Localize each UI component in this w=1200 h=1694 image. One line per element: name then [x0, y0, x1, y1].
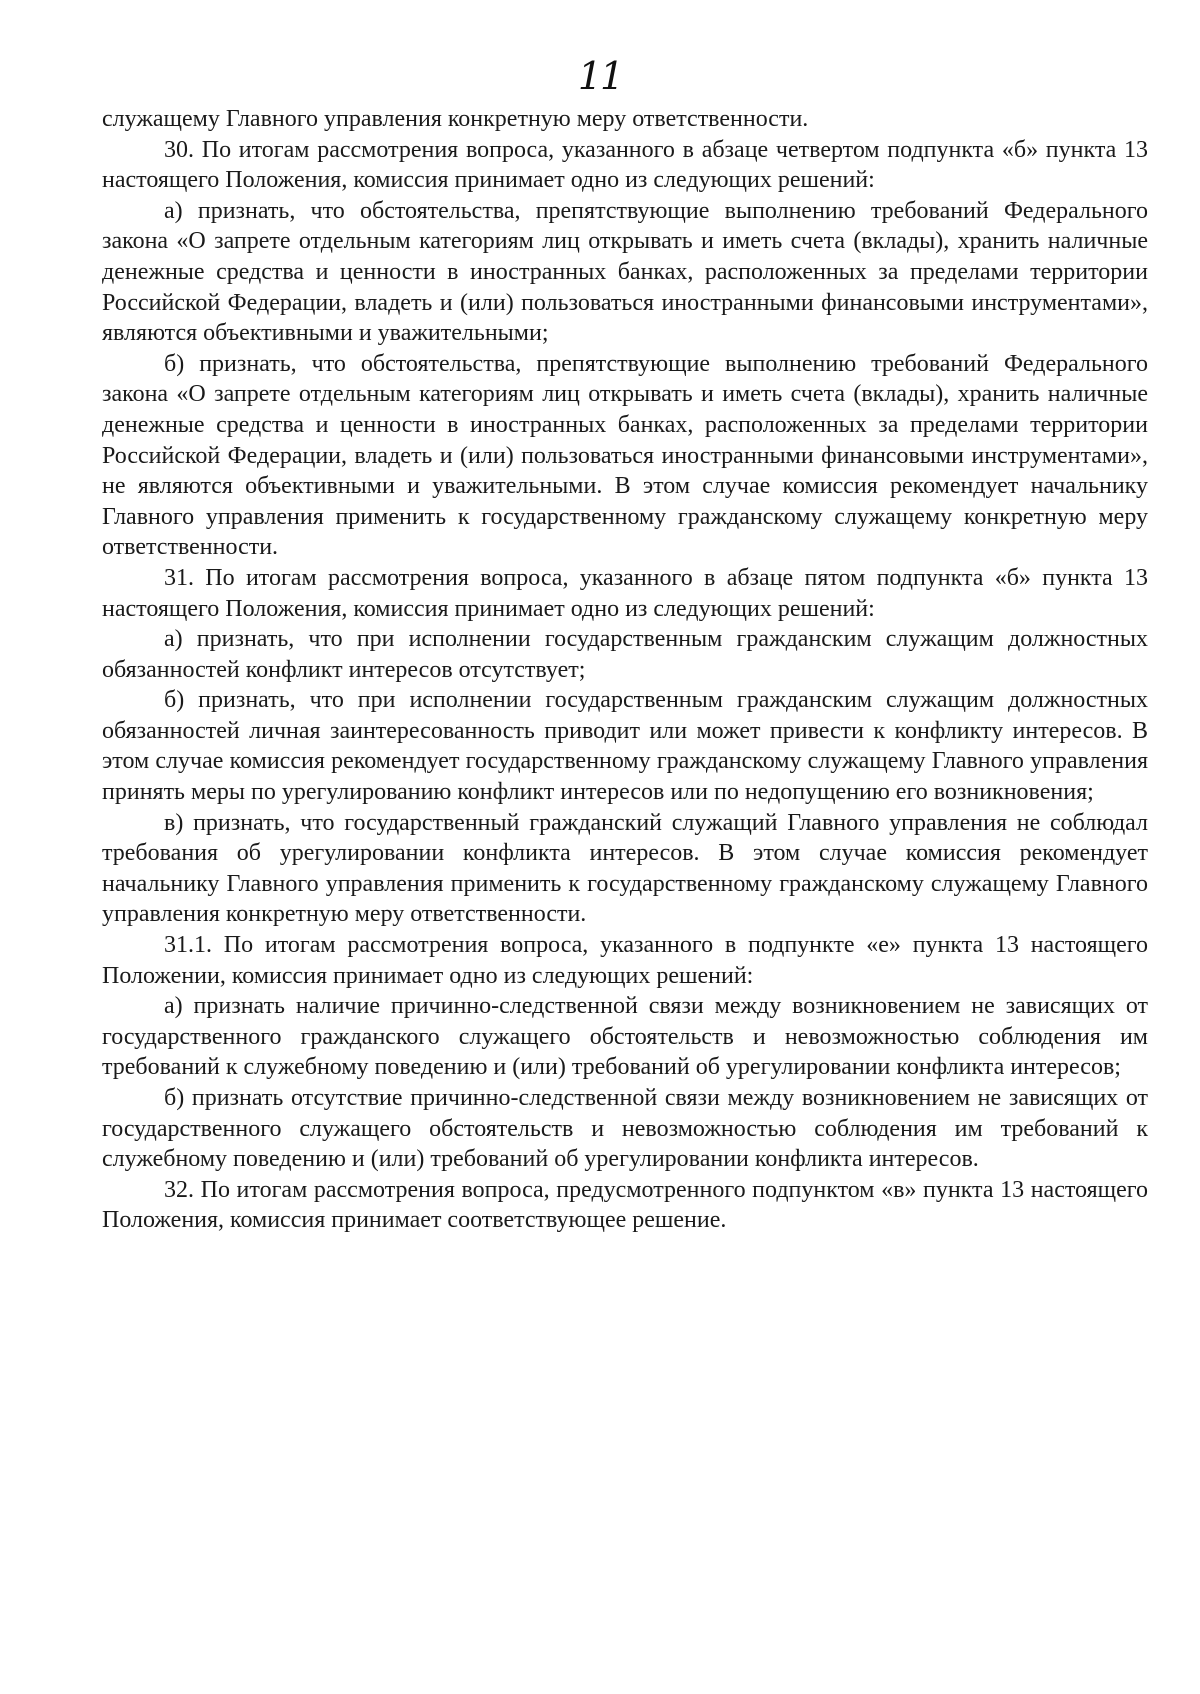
paragraph-31-v: в) признать, что государственный гражданский служащий Главного управления не соблюдал требования об урегулировании конфликта интересов. В этом случае комиссия рекомендует начальнику Главного управления применить к государственному гражданскому служащему Главного управления конкретную меру ответственности.: [102, 809, 1148, 928]
paragraph-30-a: а) признать, что обстоятельства, препятствующие выполнению требований Федерального закона «О запрете отдельным категориям лиц открывать и иметь счета (вклады), хранить наличные денежные средства и ценности в иностранных банках, расположенных за пределами территории Российской Федерации, владеть и (или) пользоваться иностранными финансовыми инструментами», являются объективными и уважительными;: [102, 197, 1148, 347]
document-body: [102, 104, 1148, 1236]
paragraph-item-32: 32. По итогам рассмотрения вопроса, предусмотренного подпунктом «в» пункта 13 настоящего Положения, комиссия принимает соответствующее решение.: [102, 1176, 1148, 1234]
paragraph-31-1-b: б) признать отсутствие причинно-следственной связи между возникновением не зависящих от государственного служащего обстоятельств и невозможностью соблюдения им требований к служебному поведению и (или) требований об урегулировании конфликта интересов.: [102, 1085, 1148, 1173]
paragraph-item-31: 31. По итогам рассмотрения вопроса, указанного в абзаце пятом подпункта «б» пункта 13 настоящего Положения, комиссия принимает одно из следующих решений:: [102, 564, 1148, 622]
paragraph-31-1-a: а) признать наличие причинно-следственной связи между возникновением не зависящих от государственного гражданского служащего обстоятельств и невозможностью соблюдения им требований к служебному поведению и (или) требований об урегулировании конфликта интересов;: [102, 993, 1148, 1081]
paragraph-item-30: 30. По итогам рассмотрения вопроса, указанного в абзаце четвертом подпункта «б» пункта 13 настоящего Положения, комиссия принимает одно из следующих решений:: [102, 136, 1148, 194]
paragraph-31-b: б) признать, что при исполнении государственным гражданским служащим должностных обязанностей личная заинтересованность приводит или может привести к конфликту интересов. В этом случае комиссия рекомендует государственному гражданскому служащему Главного управления принять меры по урегулированию конфликт интересов или по недопущению его возникновения;: [102, 687, 1148, 806]
paragraph-30-b: б) признать, что обстоятельства, препятствующие выполнению требований Федерального закона «О запрете отдельным категориям лиц открывать и иметь счета (вклады), хранить наличные денежные средства и ценности в иностранных банках, расположенных за пределами территории Российской Федерации, владеть и (или) пользоваться иностранными финансовыми инструментами», не являются объективными и уважительными. В этом случае комиссия рекомендует начальнику Главного управления применить к государственному гражданскому служащему конкретную меру ответственности.: [102, 350, 1148, 561]
paragraph-31-a: а) признать, что при исполнении государственным гражданским служащим должностных обязанностей конфликт интересов отсутствует;: [102, 626, 1148, 683]
paragraph-item-31-1: 31.1. По итогам рассмотрения вопроса, указанного в подпункте «е» пункта 13 настоящего Положении, комиссия принимает одно из следующих решений:: [102, 932, 1148, 989]
paragraph-continuation: служащему Главного управления конкретную меру ответственности.: [102, 106, 809, 132]
page-number: 11: [577, 54, 623, 98]
